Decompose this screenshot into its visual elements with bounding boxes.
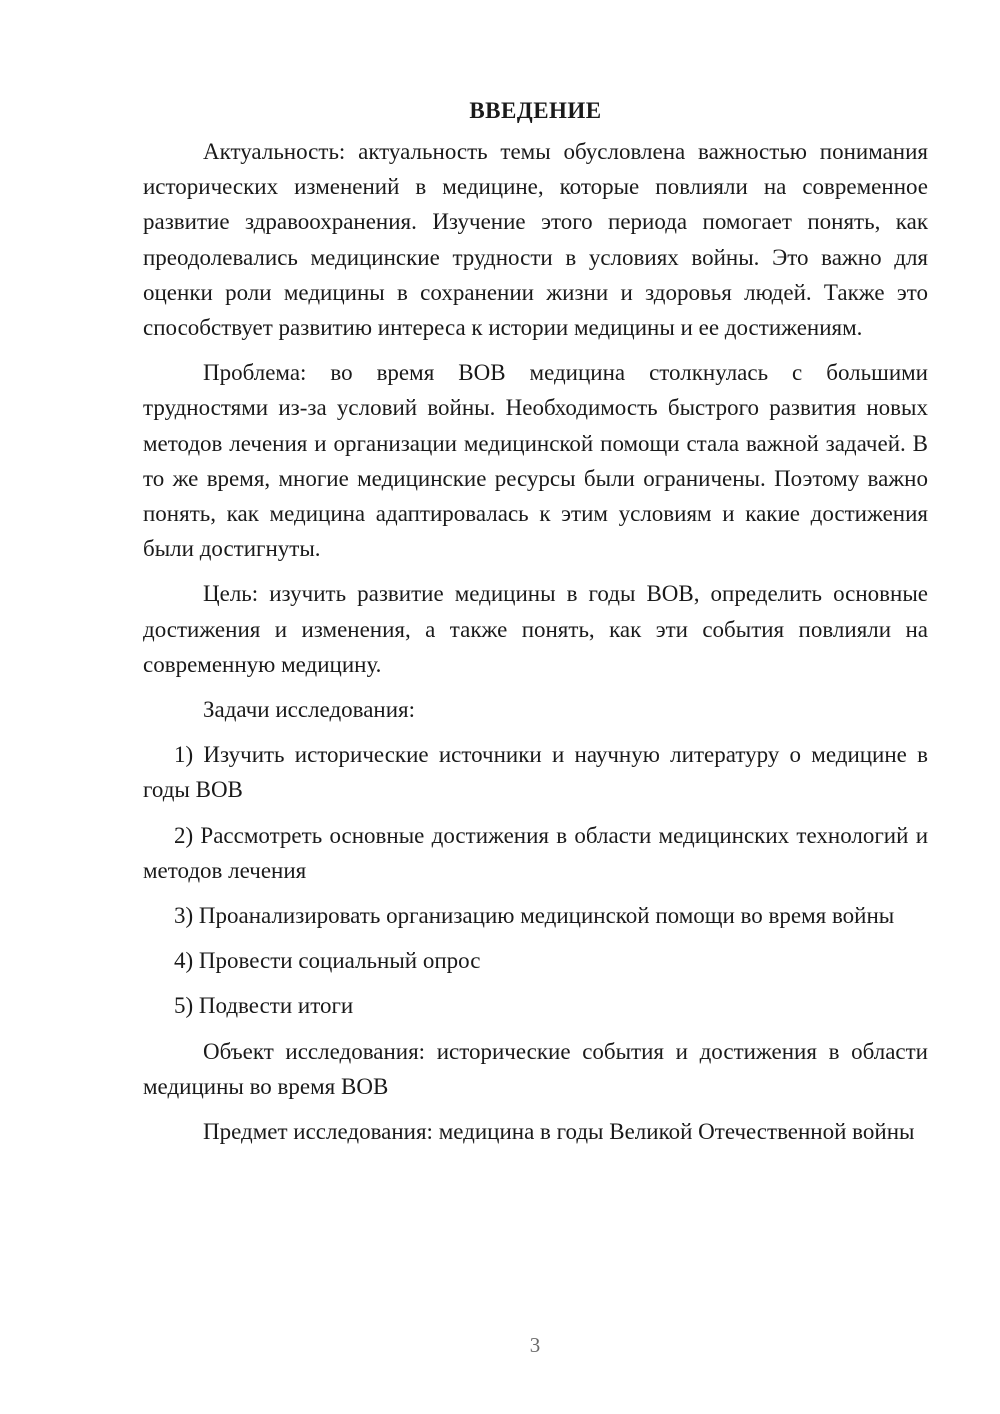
problem-paragraph: Проблема: во время ВОВ медицина столкнулась с большими трудностями из-за условий войны. Необходимость быстрого развития новых методов лечения и организации медицинской помощи стала важной задачей. В то же время, многие медицинские ресурсы были ограничены. Поэтому важно понять, как медицина адаптировалась к этим условиям и какие достижения были достигнуты. bbox=[143, 360, 928, 562]
task-item: 1) Изучить исторические источники и научную литературу о медицине в годы ВОВ bbox=[143, 742, 928, 803]
page-number: 3 bbox=[529, 1333, 541, 1357]
goal-paragraph: Цель: изучить развитие медицины в годы ВОВ, определить основные достижения и изменения, а также понять, как эти события повлияли на современную медицину. bbox=[143, 581, 928, 677]
task-item: 4) Провести социальный опрос bbox=[174, 948, 481, 974]
task-item: 3) Проанализировать организацию медицинской помощи во время войны bbox=[174, 903, 895, 929]
research-object-paragraph: Объект исследования: исторические события и достижения в области медицины во время ВОВ bbox=[143, 1038, 928, 1099]
document-page bbox=[143, 93, 928, 1159]
section-heading: ВВЕДЕНИЕ bbox=[469, 98, 602, 123]
relevance-paragraph: Актуальность: актуальность темы обусловлена важностью понимания исторических изменений в медицине, которые повлияли на современное развитие здравоохранения. Изучение этого периода помогает понять, как преодолевались медицинские трудности в условиях войны. Это важно для оценки роли медицины в сохранении жизни и здоровья людей. Также это способствует развитию интереса к истории медицины и ее достижениям. bbox=[143, 139, 928, 341]
task-item: 5) Подвести итоги bbox=[174, 993, 354, 1019]
tasks-heading: Задачи исследования: bbox=[203, 697, 416, 723]
research-subject-paragraph: Предмет исследования: медицина в годы Великой Отечественной войны bbox=[203, 1119, 915, 1145]
task-item: 2) Рассмотреть основные достижения в области медицинских технологий и методов лечения bbox=[143, 822, 928, 883]
